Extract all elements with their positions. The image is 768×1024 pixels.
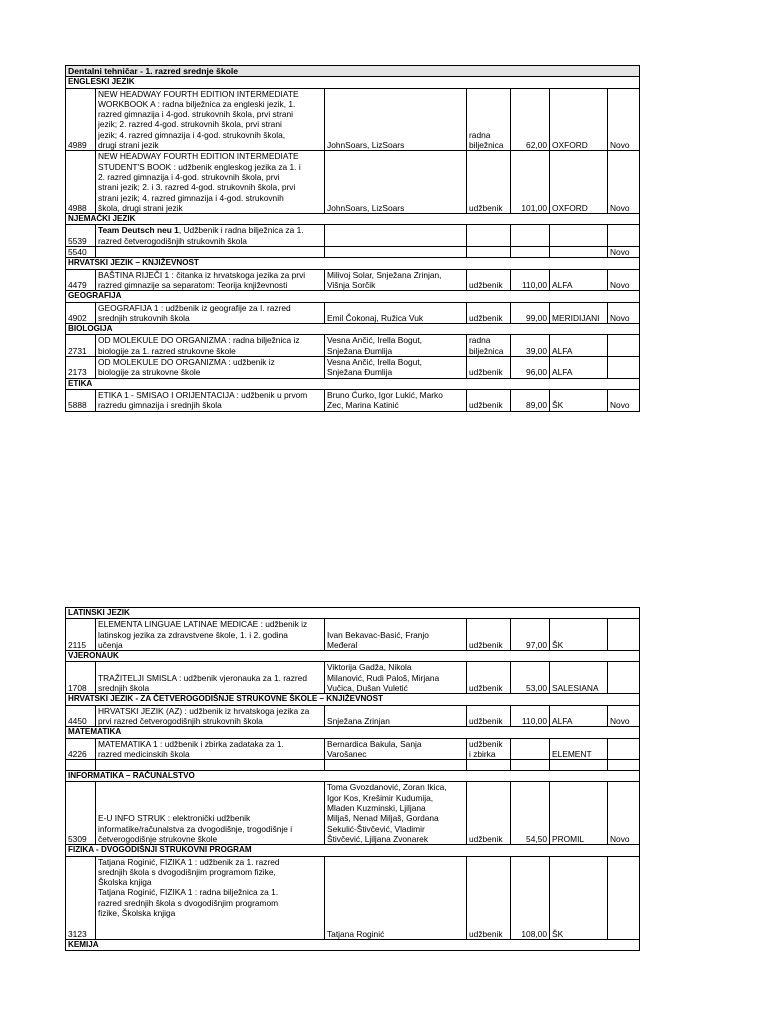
book-row — [66, 357, 640, 379]
catalog-number: 5540 — [66, 247, 96, 258]
authors: Vesna Ančić, Irella Bogut, Snježana Đumlija — [325, 357, 467, 379]
book-title: BAŠTINA RIJEČI 1 : čitanka iz hrvatskoga jezika za prvi razred gimnazije sa separatom: Teorija književnosti — [96, 269, 325, 291]
catalog-number: 4450 — [66, 705, 96, 727]
authors: Snježana Zrinjan — [325, 705, 467, 727]
authors — [325, 225, 467, 247]
subject-row — [66, 845, 640, 856]
status — [608, 357, 640, 379]
status — [608, 738, 640, 760]
subject-heading: NJEMAČKI JEZIK — [66, 214, 640, 225]
publisher: ŠK — [550, 856, 608, 939]
material-type: udžbenik — [467, 302, 511, 324]
empty-cell — [467, 760, 511, 771]
subject-heading: BIOLOGIJA — [66, 324, 640, 335]
book-row — [66, 302, 640, 324]
catalog-number: 1708 — [66, 662, 96, 694]
subject-row — [66, 291, 640, 302]
subject-heading: GEOGRAFIJA — [66, 291, 640, 302]
authors: Milivoj Solar, Snježana Zrinjan, Višnja Sorčik — [325, 269, 467, 291]
status: Novo — [608, 269, 640, 291]
subject-heading: VJERONAUK — [66, 651, 640, 662]
book-row — [66, 662, 640, 694]
subject-row — [66, 771, 640, 782]
book-title: Tatjana Roginić, FIZIKA 1 : udžbenik za 1. razred srednjih škola s dvogodišnjim programom fizike, Školska knjiga Tatjana Roginić, FIZIKA 1 : radna bilježnica za 1. razred srednjih škola s dvogodišnjim programom fizike, Školska knjiga — [96, 856, 325, 939]
material-type: udžbenik — [467, 782, 511, 845]
material-type: udžbenik — [467, 662, 511, 694]
subject-heading: HRVATSKI JEZIK – KNJIŽEVNOST — [66, 258, 640, 269]
publisher: ALFA — [550, 335, 608, 357]
booklist-table-continued — [65, 607, 640, 951]
book-row — [66, 856, 640, 939]
catalog-number: 4479 — [66, 269, 96, 291]
material-type — [467, 247, 511, 258]
authors: Ivan Bekavac-Basić, Franjo Međeral — [325, 619, 467, 651]
material-type: udžbenik — [467, 357, 511, 379]
status: Novo — [608, 782, 640, 845]
catalog-number: 2173 — [66, 357, 96, 379]
catalog-number: 4988 — [66, 151, 96, 214]
subject-heading: FIZIKA - DVOGODIŠNJI STRUKOVNI PROGRAM — [66, 845, 640, 856]
book-title: NEW HEADWAY FOURTH EDITION INTERMEDIATE WORKBOOK A : radna bilježnica za engleski jezik, 1. razred gimnazija i 4-god. strukovnih škola, prvi strani jezik; 2. razred 4-god. strukovnih škola, prvi strani jezik; 4. razred gimnazija i 4-god. strukovnih škola, drugi strani jezik — [96, 88, 325, 151]
material-type — [467, 225, 511, 247]
status: Novo — [608, 88, 640, 151]
material-type: udžbenik — [467, 619, 511, 651]
status: Novo — [608, 151, 640, 214]
catalog-number: 4902 — [66, 302, 96, 324]
publisher — [550, 225, 608, 247]
subject-row — [66, 608, 640, 619]
catalog-number: 2731 — [66, 335, 96, 357]
book-row — [66, 619, 640, 651]
material-type: radna bilježnica — [467, 335, 511, 357]
catalog-number: 4226 — [66, 738, 96, 760]
book-row — [66, 782, 640, 845]
catalog-number: 3123 — [66, 856, 96, 939]
price — [511, 225, 550, 247]
authors: Bruno Ćurko, Igor Lukić, Marko Zec, Marina Katinić — [325, 389, 467, 411]
book-title-rest: , Udžbenik i radna bilježnica za 1. razred četverogodišnjih strukovnih škola — [98, 225, 304, 246]
catalog-number: 4989 — [66, 88, 96, 151]
table-title: Dentalni tehničar - 1. razred srednje škole — [66, 66, 640, 77]
authors: Bernardica Bakula, Sanja Varošanec — [325, 738, 467, 760]
subject-row — [66, 258, 640, 269]
book-row — [66, 269, 640, 291]
publisher: ELEMENT — [550, 738, 608, 760]
publisher: ALFA — [550, 269, 608, 291]
book-title: HRVATSKI JEZIK (AZ) : udžbenik iz hrvatskoga jezika za prvi razred četverogodišnjih strukovnih škola — [96, 705, 325, 727]
book-title: ETIKA 1 - SMISAO I ORIJENTACIJA : udžbenik u prvom razredu gimnazija i srednjih škola — [96, 389, 325, 411]
subject-heading: HRVATSKI JEZIK - ZA ČETVEROGODIŠNJE STRUKOVNE ŠKOLE – KNJIŽEVNOST — [66, 694, 640, 705]
price: 53,00 — [511, 662, 550, 694]
empty-cell — [550, 760, 608, 771]
authors: Viktorija Gadža, Nikola Milanović, Rudi Paloš, Mirjana Vučica, Dušan Vuletić — [325, 662, 467, 694]
catalog-number: 5539 — [66, 225, 96, 247]
authors — [325, 247, 467, 258]
subject-heading: KEMIJA — [66, 939, 640, 950]
price: 110,00 — [511, 705, 550, 727]
price: 96,00 — [511, 357, 550, 379]
material-type: udžbenik — [467, 856, 511, 939]
empty-cell — [66, 760, 96, 771]
price: 39,00 — [511, 335, 550, 357]
status — [608, 225, 640, 247]
subject-heading: INFORMATIKA – RAČUNALSTVO — [66, 771, 640, 782]
book-row — [66, 151, 640, 214]
subject-row — [66, 77, 640, 88]
publisher: PROMIL — [550, 782, 608, 845]
subject-heading: LATINSKI JEZIK — [66, 608, 640, 619]
book-row — [66, 738, 640, 760]
status — [608, 619, 640, 651]
subject-heading: ETIKA — [66, 378, 640, 389]
publisher: MERIDIJANI — [550, 302, 608, 324]
empty-cell — [325, 760, 467, 771]
authors: JohnSoars, LizSoars — [325, 88, 467, 151]
publisher: SALESIANA — [550, 662, 608, 694]
authors: Tatjana Roginić — [325, 856, 467, 939]
status — [608, 662, 640, 694]
publisher: OXFORD — [550, 151, 608, 214]
book-row — [66, 389, 640, 411]
subject-row — [66, 694, 640, 705]
price: 62,00 — [511, 88, 550, 151]
price: 54,50 — [511, 782, 550, 845]
subject-row — [66, 727, 640, 738]
publisher: ŠK — [550, 389, 608, 411]
table-title-row — [66, 66, 640, 77]
authors: Vesna Ančić, Irella Bogut, Snježana Đumlija — [325, 335, 467, 357]
price: 89,00 — [511, 389, 550, 411]
price: 110,00 — [511, 269, 550, 291]
price — [511, 738, 550, 760]
publisher: OXFORD — [550, 88, 608, 151]
empty-cell — [511, 760, 550, 771]
empty-row — [66, 760, 640, 771]
material-type: udžbenik — [467, 705, 511, 727]
authors: Toma Gvozdanović, Zoran Ikica, Igor Kos, Krešimir Kudumija, Mladen Kuzminski, Ljiljana Miljaš, Nenad Miljaš, Gordana Sekulić-Štivčević, Vladimir Štivčević, Ljiljana Zvonarek — [325, 782, 467, 845]
price — [511, 247, 550, 258]
authors: JohnSoars, LizSoars — [325, 151, 467, 214]
book-title: MATEMATIKA 1 : udžbenik i zbirka zadataka za 1. razred medicinskih škola — [96, 738, 325, 760]
status — [608, 856, 640, 939]
material-type: udžbenik — [467, 389, 511, 411]
catalog-number: 2115 — [66, 619, 96, 651]
status: Novo — [608, 705, 640, 727]
subject-row — [66, 651, 640, 662]
publisher: ALFA — [550, 357, 608, 379]
subject-row — [66, 324, 640, 335]
subject-row — [66, 214, 640, 225]
catalog-number: 5888 — [66, 389, 96, 411]
subject-row — [66, 378, 640, 389]
price: 99,00 — [511, 302, 550, 324]
subject-heading: MATEMATIKA — [66, 727, 640, 738]
status — [608, 335, 640, 357]
catalog-number: 5309 — [66, 782, 96, 845]
book-title: E-U INFO STRUK : elektronički udžbenik informatike/računalstva za dvogodišnje, trogodišnje i četverogodišnje strukovne škole — [96, 782, 325, 845]
empty-cell — [608, 760, 640, 771]
status: Novo — [608, 389, 640, 411]
book-title-bold: Team Deutsch neu 1 — [98, 225, 179, 236]
status: Novo — [608, 302, 640, 324]
book-row — [66, 335, 640, 357]
price: 101,00 — [511, 151, 550, 214]
material-type: radna bilježnica — [467, 88, 511, 151]
authors: Emil Čokonaj, Ružica Vuk — [325, 302, 467, 324]
book-title: TRAŽITELJI SMISLA : udžbenik vjeronauka za 1. razred srednjih škola — [96, 662, 325, 694]
book-title — [96, 225, 325, 247]
publisher: ALFA — [550, 705, 608, 727]
book-title — [96, 247, 325, 258]
price: 97,00 — [511, 619, 550, 651]
price: 108,00 — [511, 856, 550, 939]
book-title: OD MOLEKULE DO ORGANIZMA : udžbenik iz biologije za strukovne škole — [96, 357, 325, 379]
material-type: udžbenik — [467, 151, 511, 214]
material-type: udžbenik — [467, 269, 511, 291]
empty-cell — [96, 760, 325, 771]
book-title: NEW HEADWAY FOURTH EDITION INTERMEDIATE STUDENT'S BOOK : udžbenik engleskog jezika za 1. i 2. razred gimnazija i 4-god. strukovnih škola, prvi strani jezik; 2. i 3. razred 4-god. strukovnih škola, prvi strani jezik; 4. razred gimnazija i 4-god. strukovnih škola, drugi strani jezik — [96, 151, 325, 214]
book-title: GEOGRAFIJA 1 : udžbenik iz geografije za I. razred srednjih strukovnih škola — [96, 302, 325, 324]
subject-row — [66, 939, 640, 950]
subject-heading: ENGLESKI JEZIK — [66, 77, 640, 88]
status: Novo — [608, 247, 640, 258]
booklist-table-dentalni — [65, 65, 640, 412]
book-title: ELEMENTA LINGUAE LATINAE MEDICAE : udžbenik iz latinskog jezika za zdravstvene škole, 1. i 2. godina učenja — [96, 619, 325, 651]
publisher: ŠK — [550, 619, 608, 651]
book-row — [66, 247, 640, 258]
material-type: udžbenik i zbirka — [467, 738, 511, 760]
book-row — [66, 88, 640, 151]
publisher — [550, 247, 608, 258]
book-row — [66, 225, 640, 247]
book-row — [66, 705, 640, 727]
book-title: OD MOLEKULE DO ORGANIZMA : radna bilježnica iz biologije za 1. razred strukovne škole — [96, 335, 325, 357]
